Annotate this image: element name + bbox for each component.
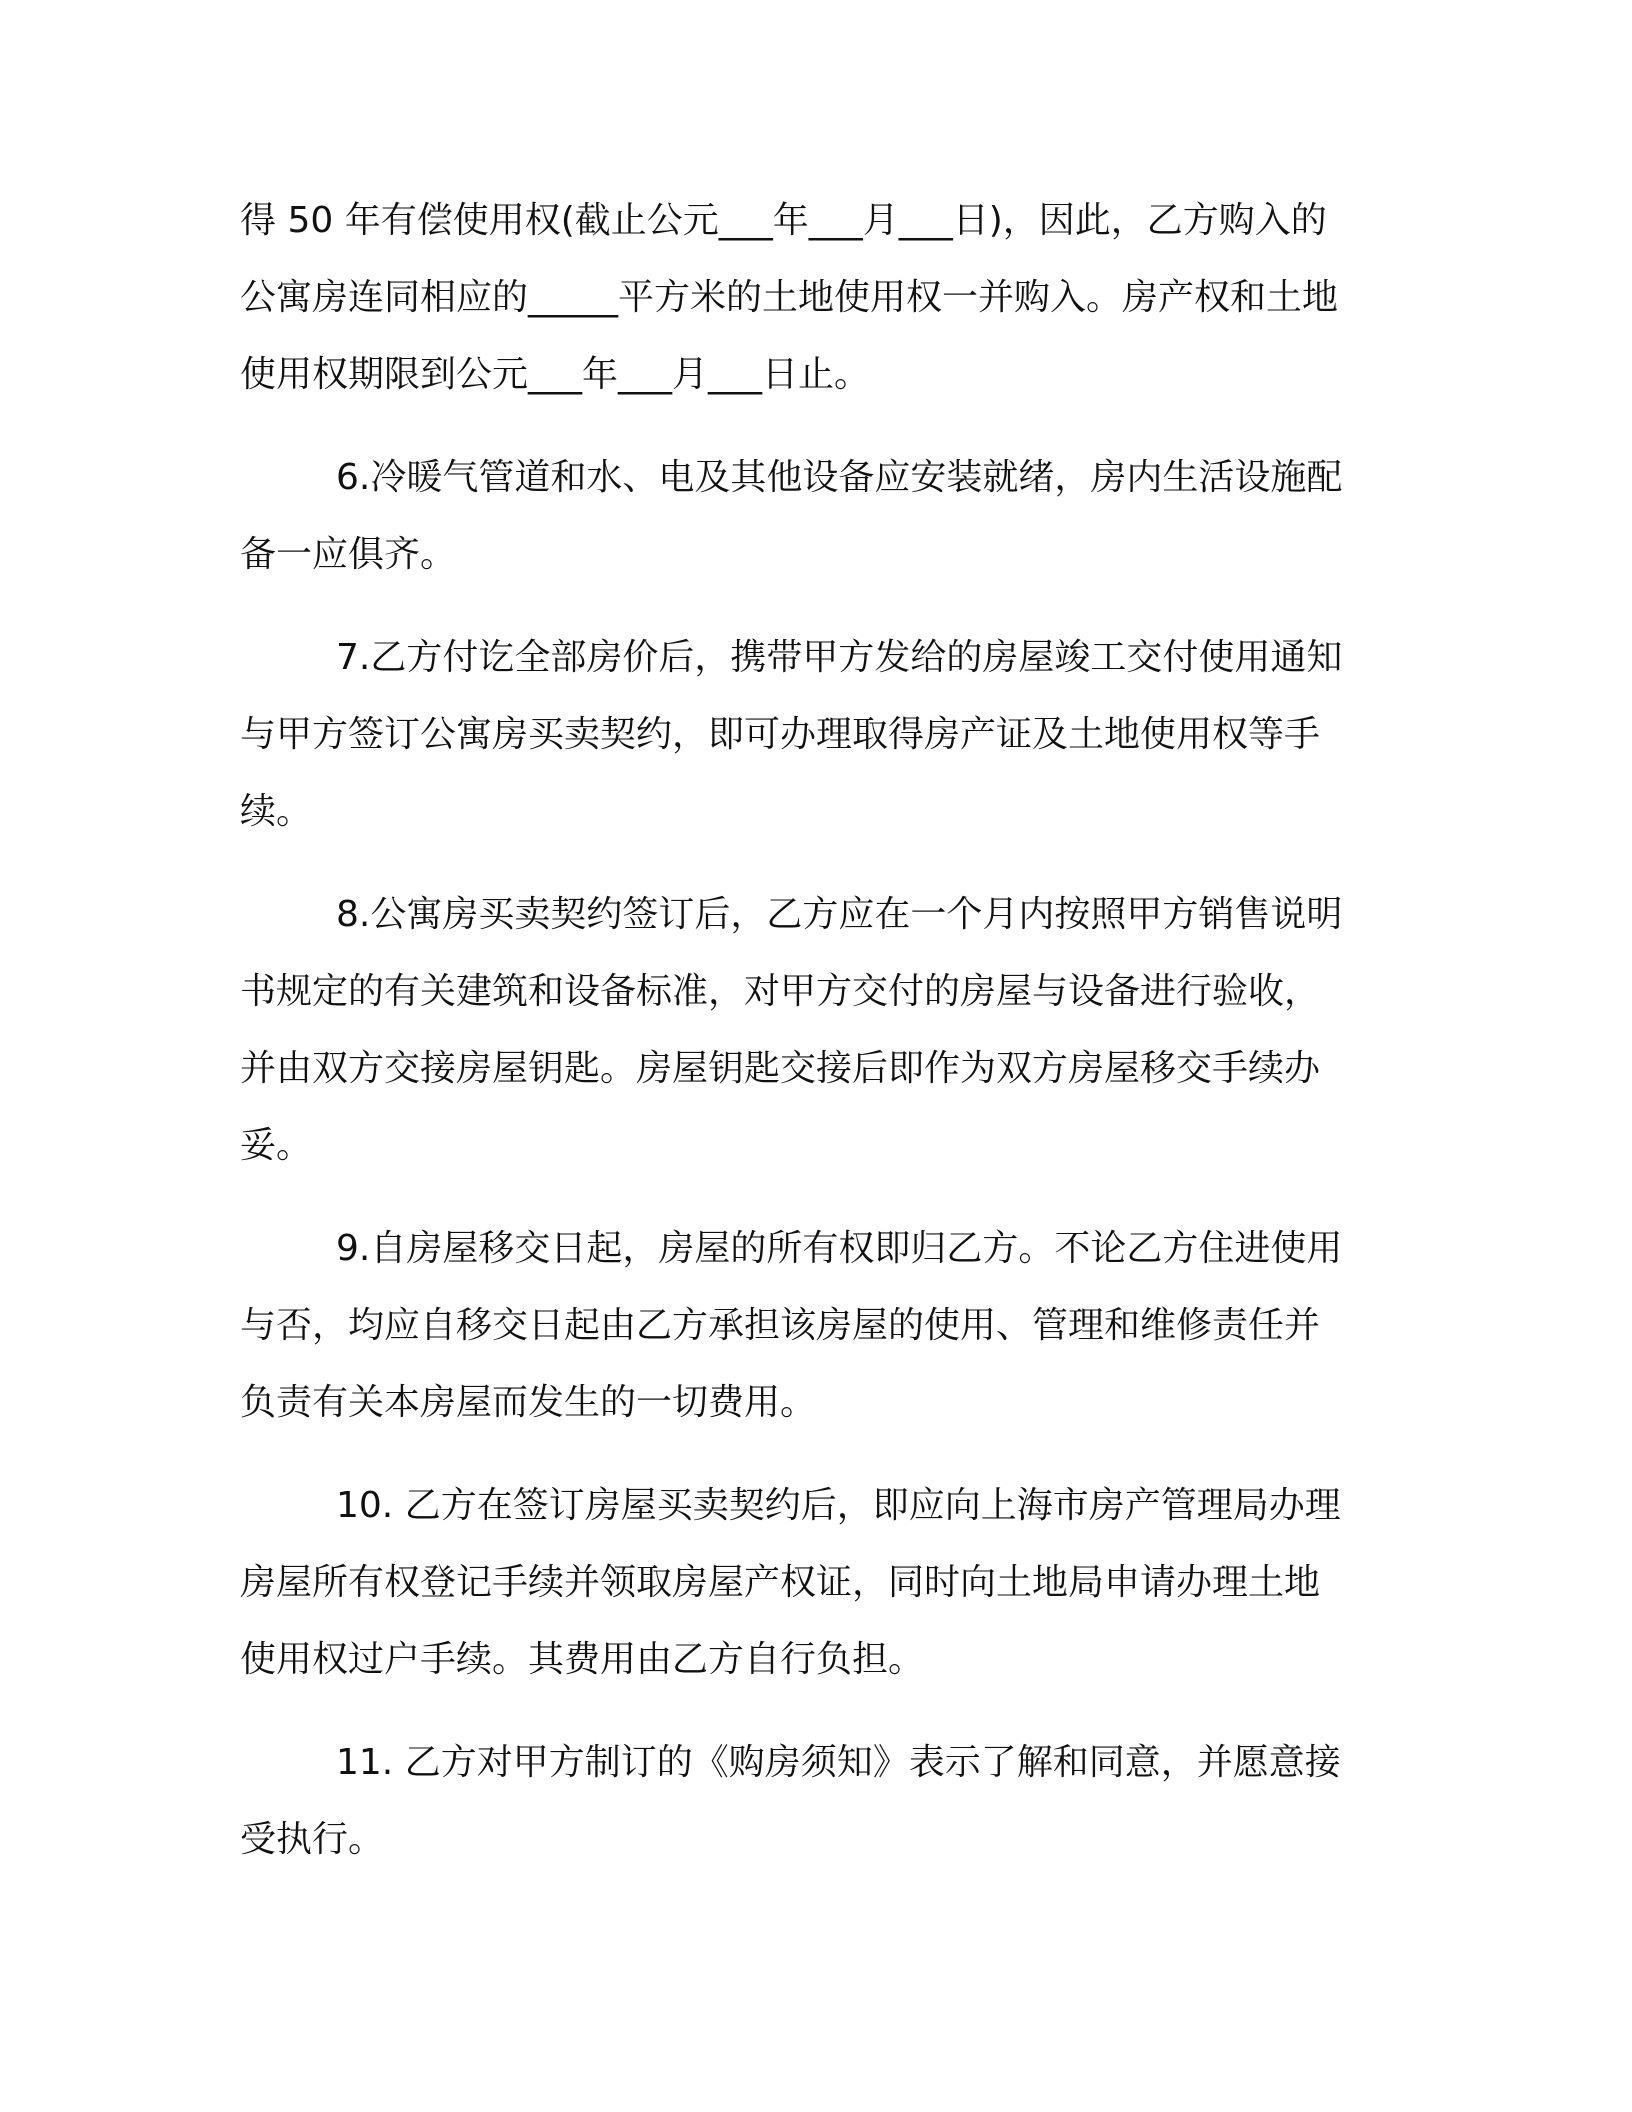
text-line: 备一应俱齐。 — [240, 534, 457, 575]
text-line: 书规定的有关建筑和设备标准，对甲方交付的房屋与设备进行验收， — [240, 971, 1321, 1012]
document-body — [240, 182, 1380, 1904]
text-line: 使用权期限到公元___年___月___日止。 — [240, 354, 871, 395]
paragraph-clause-9 — [240, 1210, 1380, 1441]
text-line: 与否，均应自移交日起由乙方承担该房屋的使用、管理和维修责任并 — [240, 1305, 1321, 1346]
text-line: 公寓房连同相应的_____平方米的土地使用权一并购入。房产权和土地 — [240, 277, 1339, 318]
text-line: 10. 乙方在签订房屋买卖契约后，即应向上海市房产管理局办理 — [336, 1485, 1341, 1526]
text-line: 9.自房屋移交日起，房屋的所有权即归乙方。不论乙方住进使用 — [336, 1228, 1343, 1269]
text-line: 得 50 年有偿使用权(截止公元___年___月___日)，因此，乙方购入的 — [240, 200, 1327, 241]
paragraph-clause-8 — [240, 876, 1380, 1184]
text-line: 7.乙方付讫全部房价后，携带甲方发给的房屋竣工交付使用通知 — [336, 637, 1343, 678]
text-line: 6.冷暖气管道和水、电及其他设备应安装就绪，房内生活设施配 — [336, 457, 1343, 498]
text-line: 妥。 — [240, 1125, 313, 1166]
text-line: 受执行。 — [240, 1819, 385, 1860]
text-line: 8.公寓房买卖契约签订后，乙方应在一个月内按照甲方销售说明 — [336, 894, 1343, 935]
paragraph-clause-10 — [240, 1467, 1380, 1698]
text-line: 与甲方签订公寓房买卖契约，即可办理取得房产证及土地使用权等手 — [240, 714, 1321, 755]
text-line: 房屋所有权登记手续并领取房屋产权证，同时向土地局申请办理土地 — [240, 1562, 1321, 1603]
paragraph-clause-6 — [240, 439, 1380, 593]
paragraph-clause-11 — [240, 1724, 1380, 1878]
text-line: 续。 — [240, 791, 313, 832]
paragraph-land-use-term — [240, 182, 1380, 413]
text-line: 并由双方交接房屋钥匙。房屋钥匙交接后即作为双方房屋移交手续办 — [240, 1048, 1321, 1089]
paragraph-clause-7 — [240, 619, 1380, 850]
text-line: 负责有关本房屋而发生的一切费用。 — [240, 1382, 817, 1423]
text-line: 11. 乙方对甲方制订的《购房须知》表示了解和同意，并愿意接 — [336, 1742, 1341, 1783]
text-line: 使用权过户手续。其费用由乙方自行负担。 — [240, 1639, 925, 1680]
